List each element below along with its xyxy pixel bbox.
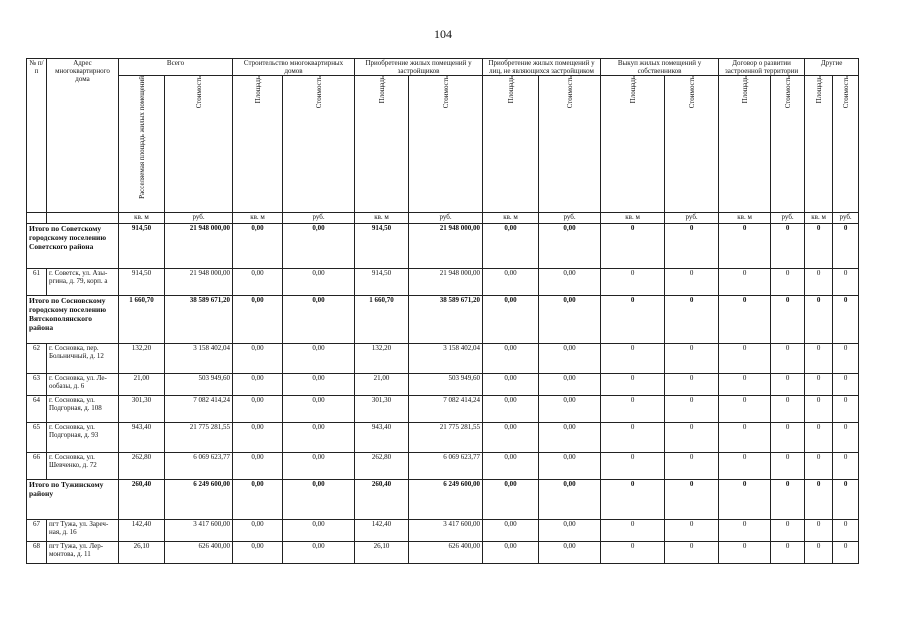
- value-cell: 0: [719, 423, 771, 453]
- value-cell: 0: [805, 296, 833, 344]
- table-row: [27, 344, 859, 374]
- header-sub-cost: Стоимость: [539, 76, 601, 213]
- value-cell: 0,00: [483, 224, 539, 269]
- value-cell: 0: [601, 542, 665, 564]
- unit-cell: кв. м: [805, 213, 833, 224]
- value-cell: 21 948 000,00: [165, 269, 233, 296]
- value-cell: 914,50: [355, 269, 409, 296]
- header-sub-area: Площадь: [719, 76, 771, 213]
- value-cell: 0,00: [539, 269, 601, 296]
- value-cell: 0,00: [483, 423, 539, 453]
- housing-table: [26, 58, 859, 564]
- unit-cell: руб.: [833, 213, 859, 224]
- header-row-groups: [27, 59, 859, 76]
- value-cell: 0: [665, 423, 719, 453]
- value-cell: 0,00: [283, 542, 355, 564]
- table-row: [27, 423, 859, 453]
- header-sub-area: Площадь: [483, 76, 539, 213]
- value-cell: 38 589 671,20: [409, 296, 483, 344]
- value-cell: 0: [833, 520, 859, 542]
- value-cell: 262,80: [119, 453, 165, 480]
- value-cell: 0: [833, 269, 859, 296]
- value-cell: 0: [833, 296, 859, 344]
- value-cell: 0: [771, 542, 805, 564]
- value-cell: 1 660,70: [119, 296, 165, 344]
- value-cell: 0: [771, 296, 805, 344]
- unit-cell-empty: [27, 213, 47, 224]
- value-cell: 0: [719, 224, 771, 269]
- value-cell: 0: [833, 396, 859, 423]
- value-cell: 0: [601, 423, 665, 453]
- value-cell: 0,00: [539, 520, 601, 542]
- value-cell: 0: [601, 374, 665, 396]
- value-cell: 0,00: [283, 269, 355, 296]
- unit-cell: руб.: [165, 213, 233, 224]
- value-cell: 0,00: [283, 480, 355, 520]
- value-cell: 0: [601, 224, 665, 269]
- subtotal-label: Итого по Сосновскому городскому поселению Вятскополянского района: [27, 296, 119, 344]
- value-cell: 0: [665, 269, 719, 296]
- value-cell: 626 400,00: [409, 542, 483, 564]
- value-cell: 0: [665, 520, 719, 542]
- header-sub-area: Площадь: [233, 76, 283, 213]
- header-sub-area: Площадь: [355, 76, 409, 213]
- value-cell: 0,00: [233, 423, 283, 453]
- value-cell: 0: [665, 296, 719, 344]
- value-cell: 21,00: [119, 374, 165, 396]
- value-cell: 0: [805, 344, 833, 374]
- value-cell: 3 158 402,04: [165, 344, 233, 374]
- value-cell: 21 775 281,55: [409, 423, 483, 453]
- address-cell: пгт Тужа, ул. Лер-монтова, д. 11: [47, 542, 119, 564]
- value-cell: 7 082 414,24: [165, 396, 233, 423]
- value-cell: 3 417 600,00: [409, 520, 483, 542]
- value-cell: 0: [805, 396, 833, 423]
- value-cell: 0: [719, 374, 771, 396]
- value-cell: 0: [665, 224, 719, 269]
- header-group-buyout: Выкуп жилых помещений у собственников: [601, 59, 719, 76]
- value-cell: 0: [601, 344, 665, 374]
- value-cell: 0: [805, 224, 833, 269]
- value-cell: 0: [771, 374, 805, 396]
- row-number: 64: [27, 396, 47, 423]
- value-cell: 0: [833, 480, 859, 520]
- value-cell: 0,00: [233, 396, 283, 423]
- value-cell: 0,00: [539, 453, 601, 480]
- value-cell: 21 948 000,00: [409, 224, 483, 269]
- value-cell: 0: [601, 396, 665, 423]
- address-cell: г. Сосновка, ул. Ле-ообазы, д. 6: [47, 374, 119, 396]
- unit-cell: кв. м: [233, 213, 283, 224]
- value-cell: 0,00: [283, 423, 355, 453]
- header-sub-area: Площадь: [601, 76, 665, 213]
- value-cell: 0,00: [483, 396, 539, 423]
- value-cell: 914,50: [119, 224, 165, 269]
- address-cell: г. Сосновка, ул. Подгорная, д. 93: [47, 423, 119, 453]
- header-sub-cost: Стоимость: [833, 76, 859, 213]
- value-cell: 0: [833, 224, 859, 269]
- value-cell: 0: [833, 423, 859, 453]
- subtotal-row: [27, 224, 859, 269]
- value-cell: 943,40: [355, 423, 409, 453]
- value-cell: 0: [805, 453, 833, 480]
- header-sub-total-area: Расселяемая площадь жилых помещений: [119, 76, 165, 213]
- value-cell: 132,20: [119, 344, 165, 374]
- value-cell: 0: [771, 520, 805, 542]
- value-cell: 0,00: [539, 542, 601, 564]
- value-cell: 0,00: [283, 344, 355, 374]
- value-cell: 0: [665, 396, 719, 423]
- value-cell: 0: [719, 396, 771, 423]
- unit-cell-empty: [47, 213, 119, 224]
- value-cell: 0: [601, 269, 665, 296]
- header-sub-cost: Стоимость: [409, 76, 483, 213]
- value-cell: 0,00: [283, 224, 355, 269]
- table-body: [27, 224, 859, 564]
- unit-cell: руб.: [771, 213, 805, 224]
- page-number: 104: [434, 27, 452, 41]
- value-cell: 0,00: [233, 344, 283, 374]
- value-cell: 0,00: [539, 480, 601, 520]
- value-cell: 914,50: [355, 224, 409, 269]
- row-number: 62: [27, 344, 47, 374]
- value-cell: 0,00: [483, 520, 539, 542]
- value-cell: 0: [805, 269, 833, 296]
- value-cell: 626 400,00: [165, 542, 233, 564]
- row-number: 61: [27, 269, 47, 296]
- subtotal-row: [27, 480, 859, 520]
- value-cell: 0: [665, 480, 719, 520]
- table-row: [27, 520, 859, 542]
- header-group-total: Всего: [119, 59, 233, 76]
- value-cell: 260,40: [119, 480, 165, 520]
- value-cell: 0,00: [233, 542, 283, 564]
- address-cell: г. Сосновка, ул. Подгорная, д. 108: [47, 396, 119, 423]
- value-cell: 0,00: [233, 453, 283, 480]
- value-cell: 0: [771, 423, 805, 453]
- unit-cell: руб.: [665, 213, 719, 224]
- value-cell: 0,00: [283, 396, 355, 423]
- address-cell: г. Сосновка, ул. Шевченко, д. 72: [47, 453, 119, 480]
- header-sub-cost: Стоимость: [665, 76, 719, 213]
- header-group-developers: Приобретение жилых помещений у застройщиков: [355, 59, 483, 76]
- value-cell: 0: [833, 374, 859, 396]
- value-cell: 0,00: [233, 224, 283, 269]
- value-cell: 132,20: [355, 344, 409, 374]
- value-cell: 914,50: [119, 269, 165, 296]
- table-row: [27, 374, 859, 396]
- value-cell: 7 082 414,24: [409, 396, 483, 423]
- header-num: № п/п: [27, 59, 47, 213]
- row-number: 65: [27, 423, 47, 453]
- value-cell: 0: [719, 453, 771, 480]
- value-cell: 21 948 000,00: [165, 224, 233, 269]
- value-cell: 503 949,60: [409, 374, 483, 396]
- value-cell: 0,00: [539, 374, 601, 396]
- header-sub-area: Площадь: [805, 76, 833, 213]
- value-cell: 0: [805, 374, 833, 396]
- value-cell: 21 948 000,00: [409, 269, 483, 296]
- address-cell: г. Советск, ул. Азы-ргина, д. 79, корп. а: [47, 269, 119, 296]
- value-cell: 0: [833, 542, 859, 564]
- value-cell: 0: [771, 480, 805, 520]
- value-cell: 0: [665, 344, 719, 374]
- value-cell: 0,00: [283, 520, 355, 542]
- value-cell: 0: [771, 344, 805, 374]
- value-cell: 0: [719, 520, 771, 542]
- value-cell: 0: [719, 542, 771, 564]
- header-group-other: Другие: [805, 59, 859, 76]
- value-cell: 0: [771, 269, 805, 296]
- value-cell: 0,00: [483, 344, 539, 374]
- value-cell: 6 069 623,77: [409, 453, 483, 480]
- value-cell: 0,00: [233, 480, 283, 520]
- subtotal-row: [27, 296, 859, 344]
- header-group-development-agreement: Договор о развитии застроенной территории: [719, 59, 805, 76]
- value-cell: 0: [601, 480, 665, 520]
- value-cell: 0,00: [539, 423, 601, 453]
- value-cell: 0: [719, 296, 771, 344]
- value-cell: 0: [833, 344, 859, 374]
- value-cell: 0: [601, 296, 665, 344]
- value-cell: 0,00: [483, 542, 539, 564]
- header-sub-cost: Стоимость: [771, 76, 805, 213]
- value-cell: 0,00: [539, 224, 601, 269]
- value-cell: 0,00: [483, 269, 539, 296]
- table-row: [27, 396, 859, 423]
- unit-cell: руб.: [283, 213, 355, 224]
- value-cell: 503 949,60: [165, 374, 233, 396]
- unit-cell: руб.: [409, 213, 483, 224]
- value-cell: 1 660,70: [355, 296, 409, 344]
- value-cell: 0,00: [283, 453, 355, 480]
- value-cell: 0,00: [483, 480, 539, 520]
- header-address: Адрес многоквартирного дома: [47, 59, 119, 213]
- value-cell: 0: [665, 542, 719, 564]
- header-sub-cost: Стоимость: [165, 76, 233, 213]
- header-group-construction: Строительство многоквартирных домов: [233, 59, 355, 76]
- value-cell: 3 158 402,04: [409, 344, 483, 374]
- value-cell: 0,00: [283, 374, 355, 396]
- value-cell: 0: [805, 423, 833, 453]
- table-row: [27, 269, 859, 296]
- value-cell: 142,40: [355, 520, 409, 542]
- header-sub-cost: Стоимость: [283, 76, 355, 213]
- value-cell: 0: [665, 453, 719, 480]
- unit-cell: кв. м: [355, 213, 409, 224]
- value-cell: 6 069 623,77: [165, 453, 233, 480]
- value-cell: 21,00: [355, 374, 409, 396]
- unit-cell: кв. м: [483, 213, 539, 224]
- value-cell: 0: [805, 542, 833, 564]
- address-cell: г. Сосновка, пер. Больничный, д. 12: [47, 344, 119, 374]
- value-cell: 0,00: [233, 374, 283, 396]
- value-cell: 21 775 281,55: [165, 423, 233, 453]
- value-cell: 6 249 600,00: [165, 480, 233, 520]
- value-cell: 6 249 600,00: [409, 480, 483, 520]
- value-cell: 3 417 600,00: [165, 520, 233, 542]
- value-cell: 26,10: [119, 542, 165, 564]
- value-cell: 0: [719, 269, 771, 296]
- value-cell: 0: [601, 453, 665, 480]
- value-cell: 0,00: [483, 296, 539, 344]
- unit-cell: кв. м: [119, 213, 165, 224]
- unit-cell: кв. м: [719, 213, 771, 224]
- subtotal-label: Итого по Тужинскому району: [27, 480, 119, 520]
- value-cell: 0: [805, 520, 833, 542]
- value-cell: 0,00: [483, 453, 539, 480]
- table-row: [27, 542, 859, 564]
- value-cell: 0,00: [539, 344, 601, 374]
- value-cell: 0: [805, 480, 833, 520]
- value-cell: 262,80: [355, 453, 409, 480]
- value-cell: 0,00: [483, 374, 539, 396]
- value-cell: 0: [833, 453, 859, 480]
- value-cell: 0,00: [283, 296, 355, 344]
- unit-cell: кв. м: [601, 213, 665, 224]
- value-cell: 0: [719, 344, 771, 374]
- value-cell: 0: [771, 224, 805, 269]
- unit-cell: руб.: [539, 213, 601, 224]
- subtotal-label: Итого по Советскому городскому поселению Советского района: [27, 224, 119, 269]
- table-row: [27, 453, 859, 480]
- value-cell: 0,00: [539, 396, 601, 423]
- value-cell: 260,40: [355, 480, 409, 520]
- value-cell: 943,40: [119, 423, 165, 453]
- value-cell: 142,40: [119, 520, 165, 542]
- row-number: 63: [27, 374, 47, 396]
- header-row-sub: [27, 76, 859, 213]
- value-cell: 26,10: [355, 542, 409, 564]
- value-cell: 0: [719, 480, 771, 520]
- header-group-non-developers: Приобретение жилых помещений у лиц, не являющихся застройщиком: [483, 59, 601, 76]
- value-cell: 38 589 671,20: [165, 296, 233, 344]
- value-cell: 0,00: [233, 520, 283, 542]
- row-number: 68: [27, 542, 47, 564]
- row-number: 66: [27, 453, 47, 480]
- value-cell: 301,30: [119, 396, 165, 423]
- value-cell: 0: [665, 374, 719, 396]
- units-row: [27, 213, 859, 224]
- value-cell: 0,00: [233, 269, 283, 296]
- value-cell: 301,30: [355, 396, 409, 423]
- value-cell: 0: [771, 396, 805, 423]
- row-number: 67: [27, 520, 47, 542]
- value-cell: 0,00: [539, 296, 601, 344]
- value-cell: 0: [771, 453, 805, 480]
- address-cell: пгт Тужа, ул. Зареч-ная, д. 16: [47, 520, 119, 542]
- value-cell: 0: [601, 520, 665, 542]
- value-cell: 0,00: [233, 296, 283, 344]
